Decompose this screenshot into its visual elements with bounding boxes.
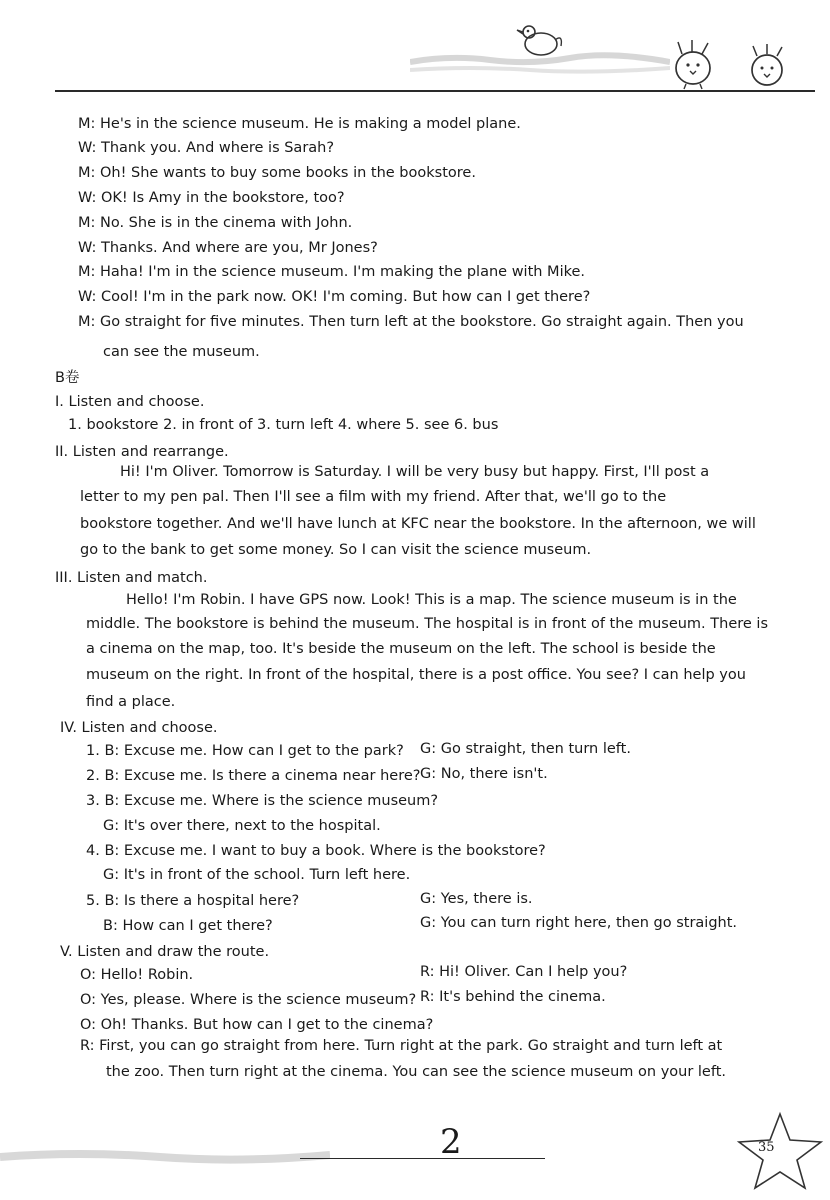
part2-heading: II. Listen and rearrange. [55, 444, 229, 460]
passage-line: museum on the right. In front of the hospital, there is a post office. You see? I can help you [86, 667, 746, 683]
answer-line: G: It's over there, next to the hospital. [103, 818, 381, 834]
part4-heading: IV. Listen and choose. [60, 720, 218, 736]
question-line: 1. B: Excuse me. How can I get to the park? [86, 743, 404, 759]
dialogue-line: W: OK! Is Amy in the bookstore, too? [78, 190, 345, 206]
dialogue-line: M: He's in the science museum. He is making a model plane. [78, 116, 521, 132]
bird-icon [515, 20, 565, 66]
header-rule [55, 90, 815, 92]
chick-icon [668, 38, 718, 94]
part3-heading: III. Listen and match. [55, 570, 208, 586]
dialogue-line: R: First, you can go straight from here. Turn right at the park. Go straight and turn left at [80, 1038, 723, 1054]
answer-line: G: It's in front of the school. Turn left here. [103, 867, 411, 883]
passage-line: bookstore together. And we'll have lunch at KFC near the bookstore. In the afternoon, we will [80, 516, 756, 532]
footer-texture [0, 1145, 330, 1167]
footer-rule [300, 1158, 545, 1159]
dialogue-line: O: Oh! Thanks. But how can I get to the cinema? [80, 1017, 434, 1033]
passage-line: middle. The bookstore is behind the museum. The hospital is in front of the museum. There is [86, 616, 768, 632]
part5-heading: V. Listen and draw the route. [60, 944, 270, 960]
section-title: B卷 [55, 370, 80, 386]
part1-answers: 1. bookstore 2. in front of 3. turn left 4. where 5. see 6. bus [68, 417, 499, 433]
star-icon [735, 1110, 825, 1190]
dialogue-line: O: Yes, please. Where is the science museum? [80, 992, 417, 1008]
dialogue-line: M: No. She is in the cinema with John. [78, 215, 353, 231]
passage-line: letter to my pen pal. Then I'll see a film with my friend. After that, we'll go to the [80, 489, 667, 505]
dialogue-line: W: Cool! I'm in the park now. OK! I'm coming. But how can I get there? [78, 289, 591, 305]
dialogue-line: M: Go straight for five minutes. Then turn left at the bookstore. Go straight again. Then you [78, 314, 744, 330]
dialogue-line: O: Hello! Robin. [80, 967, 194, 983]
part1-heading: I. Listen and choose. [55, 394, 205, 410]
dialogue-line: W: Thank you. And where is Sarah? [78, 140, 335, 156]
passage-line: find a place. [86, 694, 176, 710]
answer-line: G: No, there isn't. [420, 766, 548, 782]
dialogue-line: can see the museum. [103, 344, 260, 360]
question-line: 3. B: Excuse me. Where is the science museum? [86, 793, 439, 809]
page-mark: 2 [440, 1122, 462, 1162]
dialogue-line: R: It's behind the cinema. [420, 989, 606, 1005]
chick-icon [745, 42, 790, 96]
question-line: 2. B: Excuse me. Is there a cinema near here? [86, 768, 421, 784]
passage-line: Hi! I'm Oliver. Tomorrow is Saturday. I will be very busy but happy. First, I'll post a [120, 464, 710, 480]
dialogue-line: W: Thanks. And where are you, Mr Jones? [78, 240, 378, 256]
question-line: B: How can I get there? [103, 918, 273, 934]
question-line: 5. B: Is there a hospital here? [86, 893, 300, 909]
passage-line: go to the bank to get some money. So I can visit the science museum. [80, 542, 592, 558]
dialogue-line: M: Haha! I'm in the science museum. I'm making the plane with Mike. [78, 264, 586, 280]
answer-line: G: Go straight, then turn left. [420, 741, 631, 757]
answer-line: G: You can turn right here, then go straight. [420, 915, 738, 931]
question-line: 4. B: Excuse me. I want to buy a book. Where is the bookstore? [86, 843, 546, 859]
answer-line: G: Yes, there is. [420, 891, 533, 907]
dialogue-line: M: Oh! She wants to buy some books in the bookstore. [78, 165, 476, 181]
passage-line: Hello! I'm Robin. I have GPS now. Look! This is a map. The science museum is in the [126, 592, 737, 608]
page-number: 35 [758, 1140, 775, 1155]
passage-line: a cinema on the map, too. It's beside the museum on the left. The school is beside the [86, 641, 716, 657]
dialogue-line: R: Hi! Oliver. Can I help you? [420, 964, 628, 980]
dialogue-line: the zoo. Then turn right at the cinema. You can see the science museum on your left. [106, 1064, 727, 1080]
